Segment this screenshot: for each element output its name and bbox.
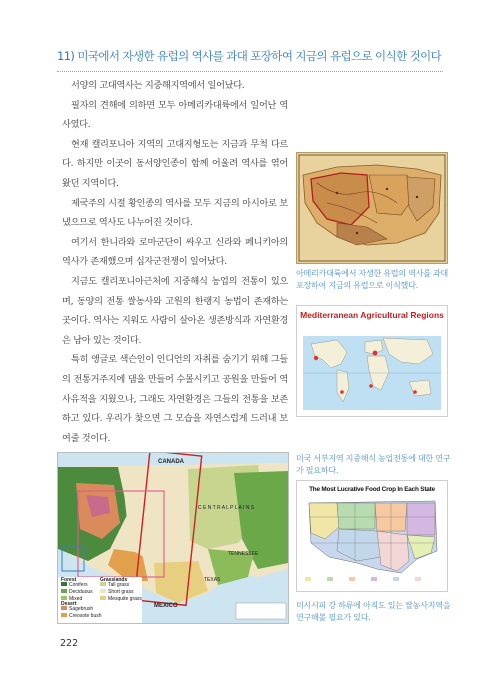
legend-label: Tall grass (108, 582, 130, 588)
map-label: MEXICO (154, 603, 178, 609)
legend-label: Deciduous (69, 589, 93, 595)
paragraph: 제국주의 시절 황인종의 역사를 모두 지금의 아시아로 보냈으므로 역사도 나누어진 것이다. (62, 197, 288, 229)
figure-caption: 미국 서부지역 지중해식 농업전통에 대한 연구가 필요하다. (296, 453, 451, 475)
legend-label: Sagebrush (69, 606, 94, 612)
legend-label: Desert (61, 601, 77, 607)
figure-caption: 아메리카대륙에서 자생한 유럽의 역사를 과대 포장하여 지금의 유럽으로 이식했다. (296, 268, 448, 290)
figure-caption: 미시시피 강 하류에 아직도 있는 쌀농사지역을 연구해볼 필요가 있다. (296, 600, 451, 622)
world-map-graphic (297, 306, 447, 416)
paragraph: 필자의 견해에 의하면 모두 아메리카대륙에서 일어난 역사였다. (62, 99, 288, 131)
paragraph: 여기서 한니라와 로마군단이 싸우고 신라와 페니키아의 역사가 존재했으며 십자군전쟁이 일어났다. (62, 236, 288, 268)
page-number: 222 (60, 638, 79, 649)
paragraph: 지금도 캘리포니아근처에 지중해식 농업의 전통이 있으며, 동양의 전통 쌀농사와 고원의 한랭지 농법이 존재하는 곳이다. 역사는 지워도 사람이 살아온 생존방식과 자연환경은 남아 있는 것이다. (62, 275, 288, 346)
map-label: TEXAS (204, 577, 221, 583)
map-label: CANADA (158, 459, 184, 465)
state-map-graphic (297, 481, 447, 591)
us-vegetation-map (57, 452, 289, 624)
figure-title: The Most Lucrative Food Crop In Each State (309, 486, 435, 493)
map-label: C E N T R A L P L A I N S (198, 505, 255, 511)
paragraph: 특히 앵글로 색슨인이 인디언의 자취를 숨기기 위해 그들의 전통거주지에 댐을 만들어 수몰시키고 공원을 만들어 역사유적을 지웠으나, 그래도 자연환경은 그들의 전통을 보존하고 있다. 우리가 찾으면 그 모습을 자연스럽게 드러내 보여줄 것이다. (62, 354, 288, 444)
map-label: TENNESSEE (228, 551, 259, 557)
legend-label: Mixed (69, 596, 83, 602)
paragraph: 현재 캘리포니아 지역의 고대지형도는 지금과 무척 다르다. 하지만 이곳이 동서양인종이 함께 어울려 역사를 엮어 왔던 지역이다. (62, 138, 288, 189)
paragraph: 서양의 고대역사는 지중해지역에서 일어났다. (71, 80, 245, 91)
legend-label: Forest (61, 577, 77, 583)
heading-rule (57, 71, 443, 72)
section-heading: 11) 미국에서 자생한 유럽의 역사를 과대 포장하여 지금의 유럽으로 이식한 것이다 (57, 49, 442, 63)
antique-america-map (296, 152, 448, 264)
legend-label: Conifers (69, 582, 88, 588)
lucrative-crop-map (296, 480, 448, 592)
legend-label: Creosote bush (69, 613, 102, 619)
legend-label: Short grass (108, 589, 134, 595)
body-text (62, 76, 288, 448)
mediterranean-regions-map (296, 305, 448, 417)
figure-title: Mediterranean Agricultural Regions (300, 310, 444, 320)
antique-map-graphic (297, 153, 447, 263)
vegetation-map-graphic (58, 453, 288, 623)
legend-label: Grasslands (100, 577, 128, 583)
legend-label: Mesquite grass (108, 596, 142, 602)
